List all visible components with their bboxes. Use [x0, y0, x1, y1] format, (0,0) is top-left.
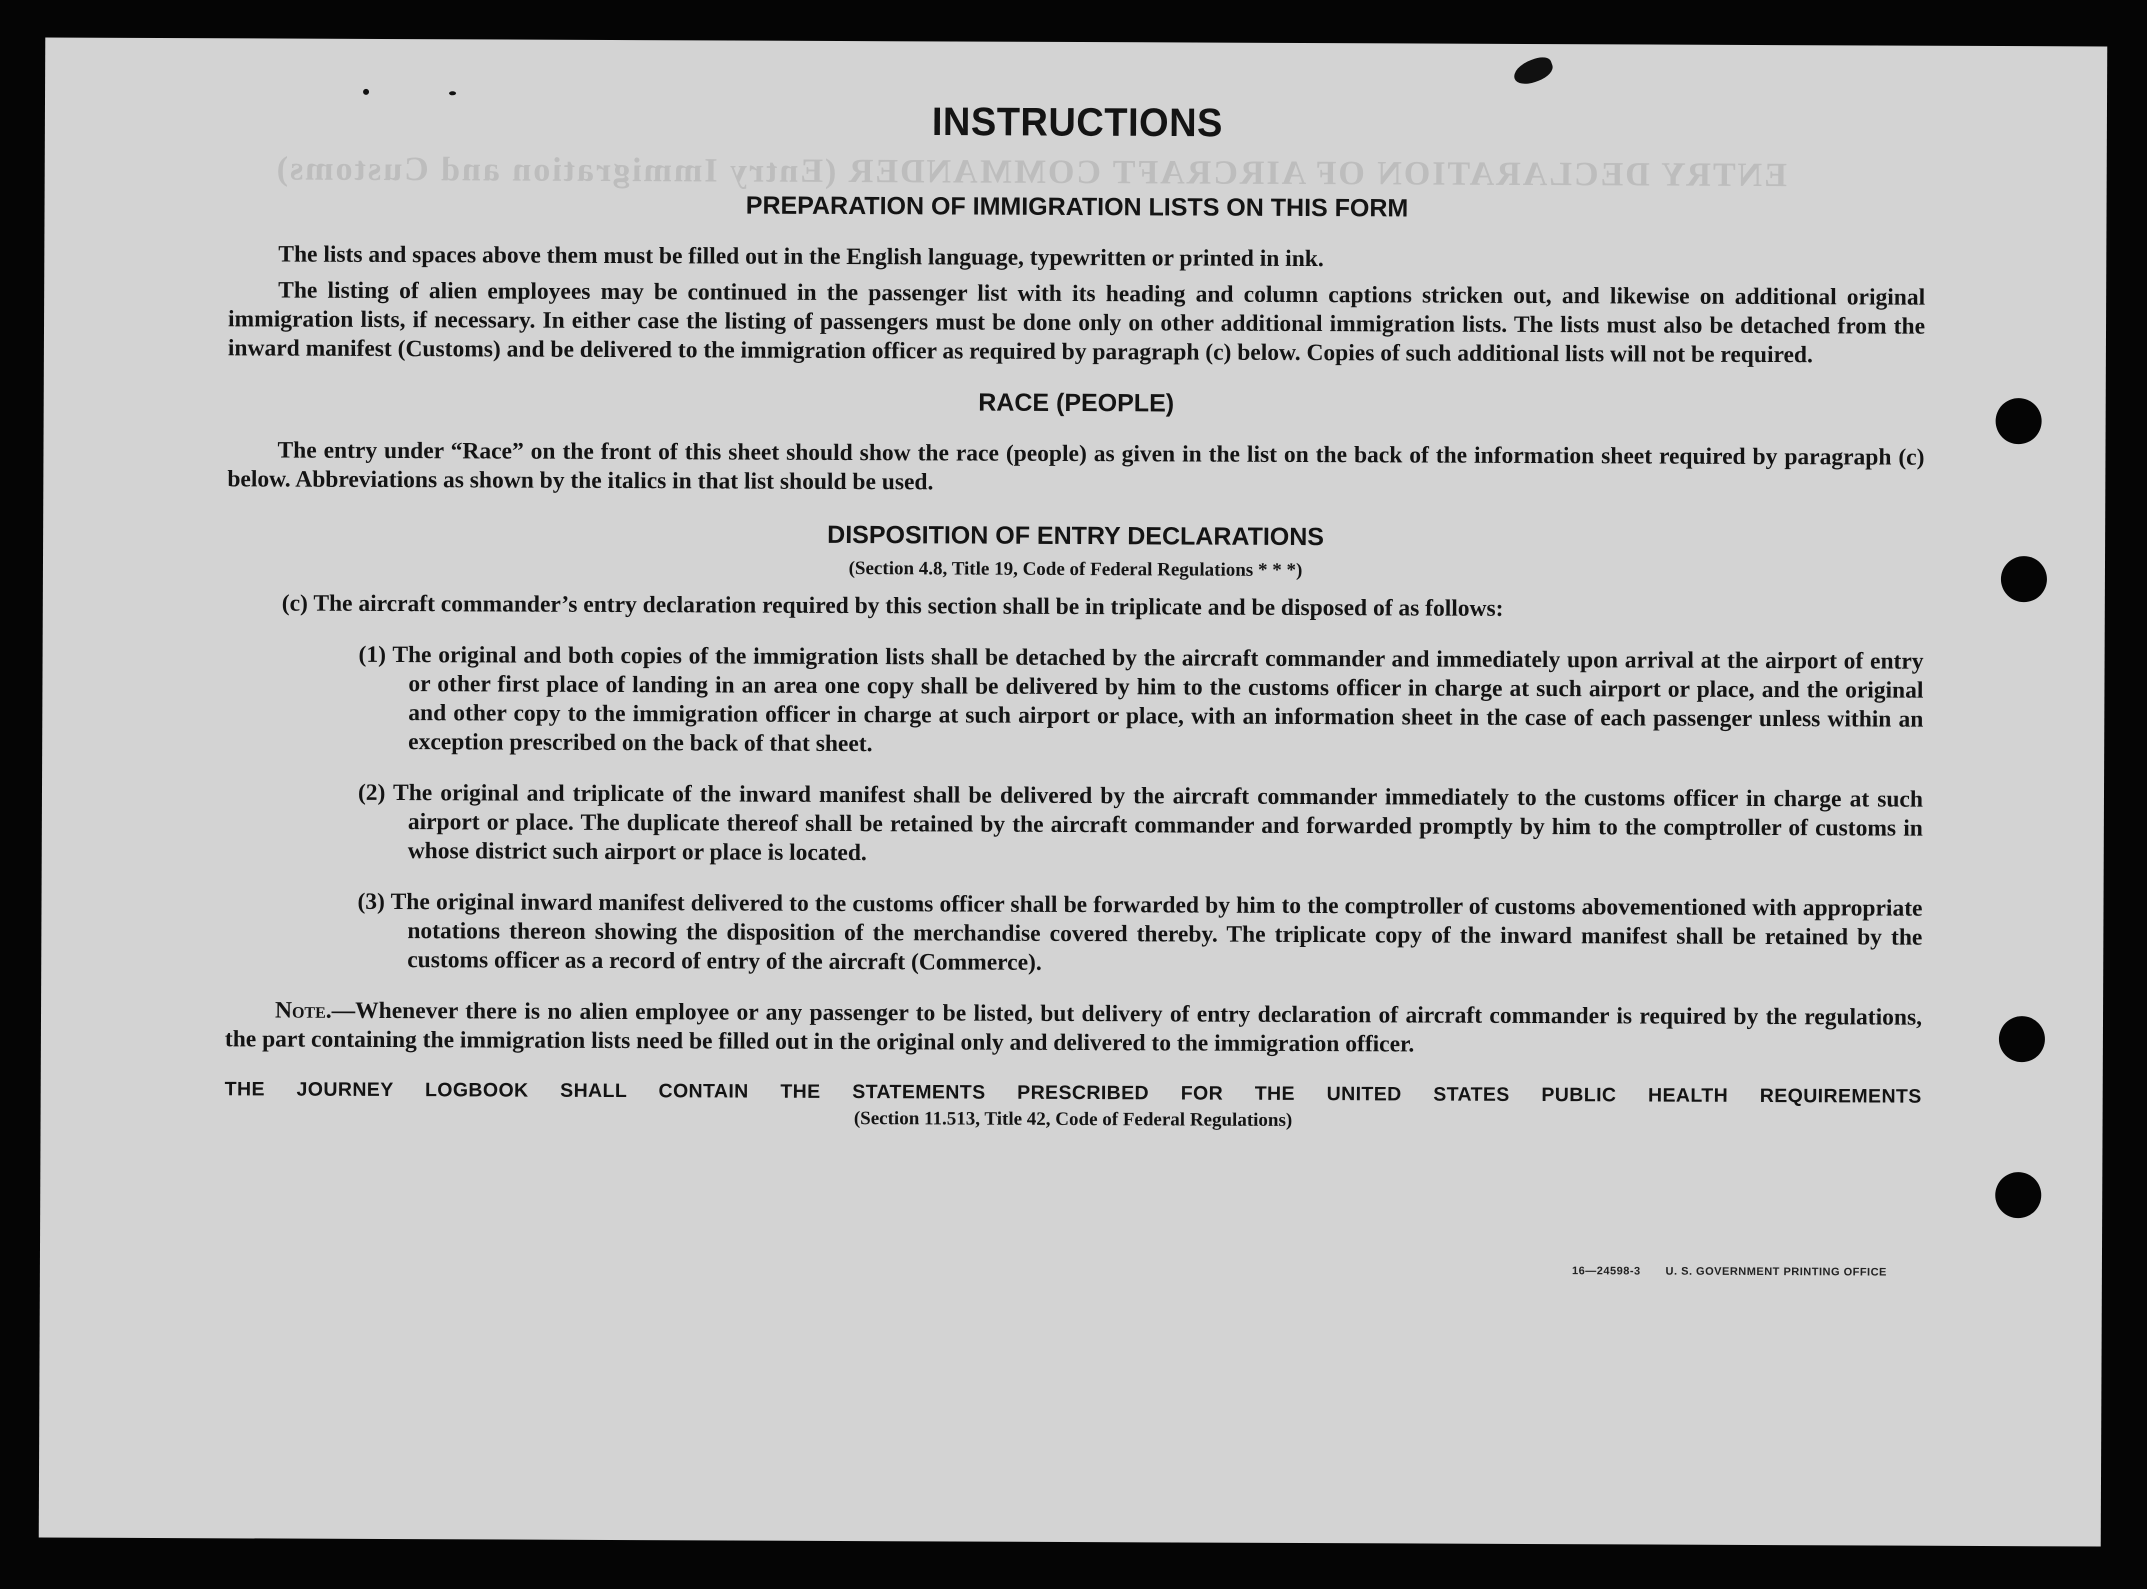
ink-blot	[1511, 54, 1556, 88]
note-paragraph	[225, 996, 1922, 1061]
disposition-item-2: (2) The original and triplicate of the inward manifest shall be delivered by the aircraft commander immediately to the customs officer in charge at such airport or place. The duplicate thereof shall be retained by the aircraft commander and forwarded promptly by him to the comptroller of customs in whose district such airport or place is located.	[357, 779, 1924, 867]
punch-hole	[1999, 1016, 2045, 1062]
bleed-through-text: ENTRY DECLARATION OF AIRCRAFT COMMANDER (Entry Immigration and Customs)	[274, 150, 1787, 195]
ink-speck	[449, 91, 456, 95]
printer-imprint: U. S. GOVERNMENT PRINTING OFFICE	[1665, 1265, 1887, 1279]
section-heading-disposition: DISPOSITION OF ENTRY DECLARATIONS	[827, 520, 1325, 552]
form-number: 16—24598-3	[1572, 1265, 1641, 1278]
lists-paragraph-1: The lists and spaces above them must be filled out in the English language, typewritten or printed in ink.	[278, 241, 1324, 273]
form-imprint	[1572, 1265, 1887, 1278]
race-paragraph: The entry under “Race” on the front of this sheet should show the race (people) as given in the list on the back of the information sheet required by paragraph (c) below. Abbreviations as shown by the italics in that list should be used.	[227, 437, 1925, 496]
instructions-body	[225, 98, 1926, 1134]
punch-hole	[1995, 1172, 2041, 1218]
disposition-citation: (Section 4.8, Title 19, Code of Federal Regulations * * *)	[848, 558, 1303, 581]
punch-hole	[2001, 556, 2047, 602]
lists-paragraph-2: The listing of alien employees may be continued in the passenger list with its heading and column captions stricken out, and likewise on additional original immigration lists, if necessary. In either case the listing of passengers must be done only on other additional immigration lists. The lists must also be detached from the inward manifest (Customs) and be delivered to the immigration officer as required by paragraph (c) below. Copies of such additional lists will not be required.	[227, 277, 1926, 369]
disposition-item-1: (1) The original and both copies of the immigration lists shall be detached by the aircraft commander and immediately upon arrival at the airport of entry or other first place of landing in an area one copy shall be delivered by him to the customs officer in charge at such airport or place, and the original and other copy to the immigration officer in charge at such airport or place, with an information sheet in the case of each passenger unless within an exception prescribed on the back of that sheet.	[358, 641, 1924, 758]
page-title: INSTRUCTIONS	[931, 100, 1224, 146]
ink-speck	[363, 89, 369, 95]
section-heading-lists: PREPARATION OF IMMIGRATION LISTS ON THIS FORM	[745, 191, 1409, 223]
disposition-intro: (c) The aircraft commander’s entry declaration required by this section shall be in triplicate and be disposed of as follows:	[281, 590, 1504, 622]
logbook-requirement: THE JOURNEY LOGBOOK SHALL CONTAIN THE STATEMENTS PRESCRIBED FOR THE UNITED STATES PUBLIC HEALTH REQUIREMENTS	[224, 1078, 1922, 1108]
punch-hole	[1996, 398, 2042, 444]
document-page	[39, 38, 2108, 1547]
note-label: Note.	[274, 997, 332, 1024]
disposition-item-3: (3) The original inward manifest delivered to the customs officer shall be forwarded by him to the comptroller of customs abovementioned with appropriate notations thereon showing the disposition of the merchandise covered thereby. The triplicate copy of the inward manifest shall be retained by the customs officer as a record of entry of the aircraft (Commerce).	[357, 888, 1923, 976]
note-text: —Whenever there is no alien employee or any passenger to be listed, but delivery of entry declaration of aircraft commander is required by the regulations, the part containing the immigration lists need be filled out in the original only and delivered to the immigration officer.	[224, 997, 1923, 1058]
section-heading-race: RACE (PEOPLE)	[978, 388, 1175, 418]
logbook-citation: (Section 11.513, Title 42, Code of Federal Regulations)	[853, 1108, 1293, 1131]
